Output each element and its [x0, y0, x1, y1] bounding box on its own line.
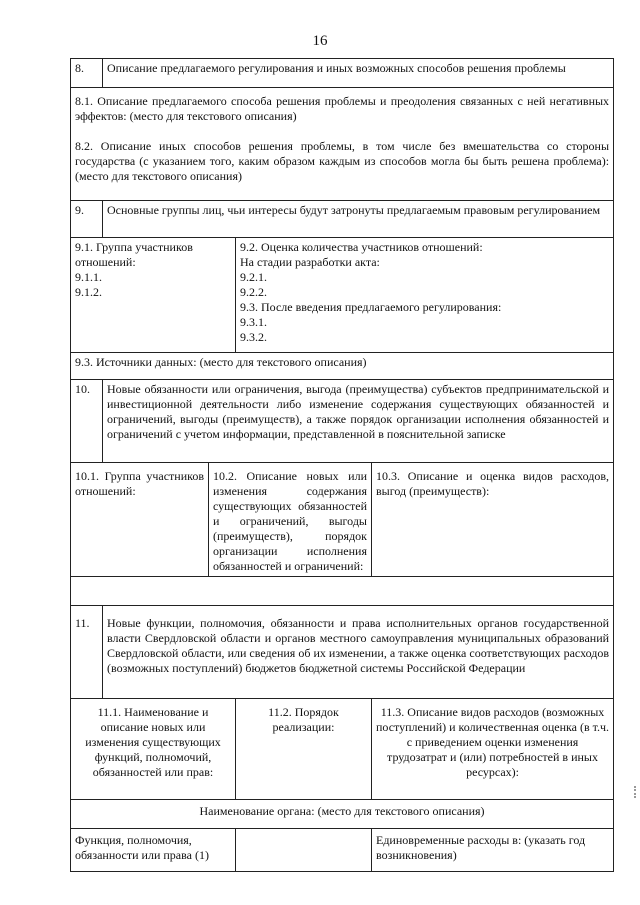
organ-row — [71, 800, 614, 829]
group-label-2: отношений: — [75, 255, 136, 269]
section-8-1-text: 8.1. Описание предлагаемого способа решения проблемы и преодоления связанных с ней негативных эффектов: (место для текстового описания) — [75, 94, 610, 123]
group-item: 9.1.1. — [75, 270, 102, 284]
section-10-title: Новые обязанности или ограничения, выгода (преимущества) субъектов предпринимательской и инвестиционной деятельности либо изменение содержания существующих обязанностей и ограничений, выгоды (преимуществ), а также порядок организации исполнения обязанностей и ограничений с учетом информации, представленной в пояснительной записке — [103, 380, 614, 463]
section-11-header — [71, 606, 614, 699]
organ-name: Наименование органа: (место для текстового описания) — [71, 800, 614, 829]
function-row — [71, 829, 614, 872]
function-order — [236, 829, 372, 872]
section-10-header — [71, 380, 614, 463]
section-9-title: Основные группы лиц, чьи интересы будут затронуты предлагаемым правовым регулированием — [103, 201, 614, 238]
section-9-body — [71, 238, 614, 353]
section-9-sources — [71, 353, 614, 380]
blank-row — [71, 577, 614, 606]
section-11-3: 11.3. Описание видов расходов (возможных поступлений) и количественная оценка (в т.ч. с приведением оценки изменения трудозатрат и (или) потребностей в иных ресурсах): — [372, 699, 614, 800]
section-8-2-text: 8.2. Описание иных способов решения проблемы, в том числе без вмешательства со стороны государства (с указанием того, каким образом каждым из способов могла бы быть решена проблема): (место для текстового описания) — [75, 139, 610, 183]
section-11-2: 11.2. Порядок реализации: — [236, 699, 372, 800]
count-after: 9.3. После введения предлагаемого регулирования: — [240, 300, 502, 314]
section-10-1: 10.1. Группа участников отношений: — [71, 463, 209, 577]
group-label: 9.1. Группа участников — [75, 240, 193, 254]
section-8-number: 8. — [71, 59, 103, 88]
count-stage: На стадии разработки акта: — [240, 255, 380, 269]
function-text: Функция, полномочия, обязанности или права (1) — [71, 829, 236, 872]
count-item: 9.2.1. — [240, 270, 267, 284]
section-11-columns — [71, 699, 614, 800]
scan-mark — [634, 786, 638, 798]
section-8-title: Описание предлагаемого регулирования и иных возможных способов решения проблемы — [103, 59, 614, 88]
sources-text: 9.3. Источники данных: (место для текстового описания) — [71, 353, 614, 380]
page-number: 16 — [312, 33, 328, 49]
section-8-body — [71, 88, 614, 201]
section-11-number: 11. — [71, 606, 103, 699]
count-item: 9.3.2. — [240, 330, 267, 344]
count-heading: 9.2. Оценка количества участников отношений: — [240, 240, 483, 254]
section-9-header — [71, 201, 614, 238]
section-10-2: 10.2. Описание новых или изменения содержания существующих обязанностей и ограничений, выгоды (преимуществ), порядок организации исполнения обязанностей и ограничений: — [209, 463, 372, 577]
section-10-columns — [71, 463, 614, 577]
count-item: 9.3.1. — [240, 315, 267, 329]
count-item: 9.2.2. — [240, 285, 267, 299]
section-10-number: 10. — [71, 380, 103, 463]
section-11-1: 11.1. Наименование и описание новых или изменения существующих функций, полномочий, обязанностей или прав: — [71, 699, 236, 800]
section-8-header — [71, 59, 614, 88]
regulation-table — [70, 58, 614, 872]
group-item: 9.1.2. — [75, 285, 102, 299]
section-10-3: 10.3. Описание и оценка видов расходов, выгод (преимуществ): — [372, 463, 614, 577]
section-9-number: 9. — [71, 201, 103, 238]
section-11-title: Новые функции, полномочия, обязанности и права исполнительных органов государственной власти Свердловской области и органов местного самоуправления муниципальных образований Свердловской области, или сведения об их изменении, а также оценка соответствующих расходов (возможных поступлений) бюджетов бюджетной системы Российской Федерации — [103, 606, 614, 699]
one-time-expenses: Единовременные расходы в: (указать год возникновения) — [372, 829, 614, 872]
